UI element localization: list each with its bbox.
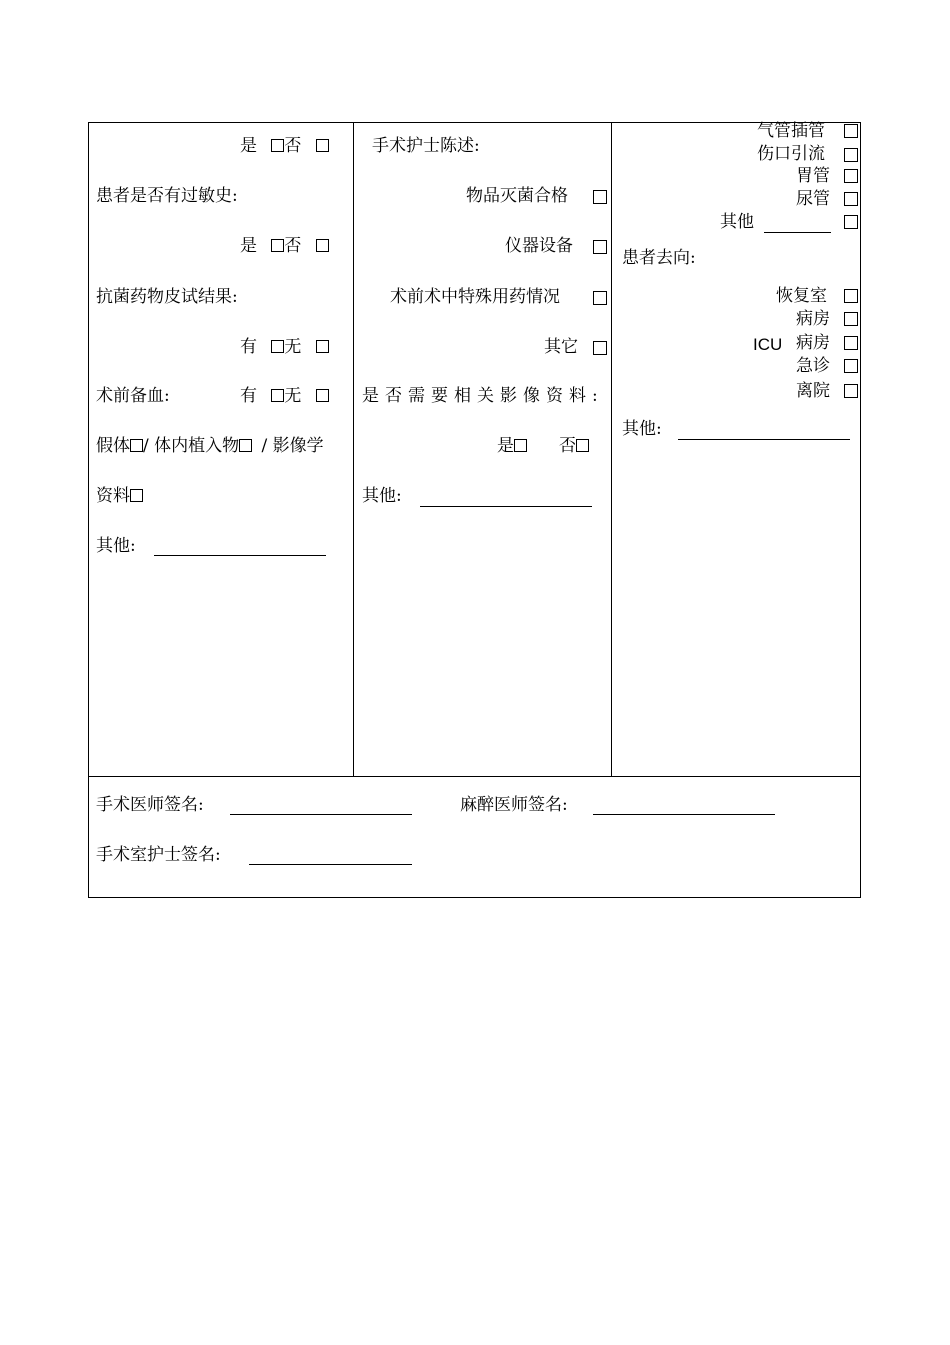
footer-divider (88, 776, 861, 777)
middle-other-input[interactable] (420, 506, 592, 507)
none-label: 无 (284, 337, 302, 357)
none-checkbox[interactable] (316, 389, 329, 402)
imaging-no-row (559, 438, 589, 455)
have-label: 有 (240, 337, 257, 357)
yes-label: 是 (240, 236, 257, 256)
sterile-label: 物品灭菌合格 (466, 186, 568, 206)
yes-label: 是 (240, 136, 257, 156)
have-none-row-1 (240, 339, 329, 356)
gastric-tube-checkbox[interactable] (844, 169, 858, 183)
wound-drain-label: 伤口引流 (757, 144, 825, 164)
recovery-room-checkbox[interactable] (844, 289, 858, 303)
other-item-label: 其它 (544, 337, 578, 357)
urinary-catheter-label: 尿管 (796, 189, 830, 209)
left-other-input[interactable] (154, 555, 326, 556)
middle-other-label: 其他: (362, 486, 402, 506)
implant-checkbox[interactable] (239, 439, 252, 452)
imaging-yes-row (497, 438, 527, 455)
materials-row (96, 488, 143, 505)
column-divider-1 (353, 122, 354, 776)
right-other-input[interactable] (678, 439, 850, 440)
or-nurse-signature-label: 手术室护士签名: (96, 845, 221, 865)
anesthetist-signature-label: 麻醉医师签名: (460, 795, 568, 815)
prosthesis-checkbox[interactable] (130, 439, 143, 452)
imaging-no-checkbox[interactable] (576, 439, 589, 452)
right-other-label: 其他: (622, 419, 662, 439)
special-meds-checkbox[interactable] (593, 291, 607, 305)
destination-label: 患者去向: (622, 248, 696, 268)
have-checkbox[interactable] (271, 389, 284, 402)
icu-label: ICU (753, 335, 783, 354)
or-nurse-signature-input[interactable] (249, 864, 412, 865)
have-checkbox[interactable] (271, 340, 284, 353)
discharge-label: 离院 (796, 381, 830, 401)
no-label: 否 (284, 236, 302, 256)
no-checkbox[interactable] (316, 239, 329, 252)
have-label: 有 (240, 386, 257, 406)
no-label: 否 (559, 436, 576, 456)
yes-no-row-2 (240, 238, 329, 255)
form-frame (88, 122, 861, 898)
yes-label: 是 (497, 436, 514, 456)
materials-checkbox[interactable] (130, 489, 143, 502)
recovery-room-label: 恢复室 (776, 286, 827, 306)
yes-no-row-1 (240, 138, 329, 155)
blood-prep-label: 术前备血: (96, 386, 170, 406)
discharge-checkbox[interactable] (844, 384, 858, 398)
tracheal-tube-label: 气管插管 (757, 121, 825, 141)
no-checkbox[interactable] (316, 139, 329, 152)
emergency-checkbox[interactable] (844, 359, 858, 373)
anesthetist-signature-input[interactable] (593, 814, 775, 815)
prosthesis-label: 假体 (96, 436, 130, 456)
no-label: 否 (284, 136, 302, 156)
icu-ward-label: 病房 (796, 333, 830, 353)
imaging-yes-checkbox[interactable] (514, 439, 527, 452)
imaging-label: / 影像学 (261, 436, 324, 456)
tracheal-tube-checkbox[interactable] (844, 124, 858, 138)
yes-checkbox[interactable] (271, 139, 284, 152)
skin-test-label: 抗菌药物皮试结果: (96, 287, 238, 307)
ward-checkbox[interactable] (844, 312, 858, 326)
icu-ward-checkbox[interactable] (844, 336, 858, 350)
ward-label: 病房 (796, 309, 830, 329)
materials-label: 资料 (96, 486, 130, 506)
yes-checkbox[interactable] (271, 239, 284, 252)
wound-drain-checkbox[interactable] (844, 148, 858, 162)
surgeon-signature-label: 手术医师签名: (96, 795, 204, 815)
have-none-row-2 (240, 388, 329, 405)
implant-label: / 体内植入物 (143, 436, 240, 456)
special-meds-label: 术前术中特殊用药情况 (390, 287, 560, 307)
equipment-label: 仪器设备 (505, 236, 573, 256)
none-checkbox[interactable] (316, 340, 329, 353)
none-label: 无 (284, 386, 302, 406)
nurse-statement-label: 手术护士陈述: (372, 136, 480, 156)
sterile-checkbox[interactable] (593, 190, 607, 204)
imaging-question-label: 是否需要相关影像资料: (362, 386, 604, 406)
left-other-label: 其他: (96, 536, 136, 556)
equipment-checkbox[interactable] (593, 240, 607, 254)
column-divider-2 (611, 122, 612, 776)
other-item-checkbox[interactable] (593, 341, 607, 355)
emergency-label: 急诊 (796, 356, 830, 376)
urinary-catheter-checkbox[interactable] (844, 192, 858, 206)
allergy-label: 患者是否有过敏史: (96, 186, 238, 206)
gastric-tube-label: 胃管 (796, 166, 830, 186)
right-other-item-checkbox[interactable] (844, 215, 858, 229)
right-other-item-input[interactable] (764, 232, 831, 233)
right-other-item-label: 其他 (720, 212, 754, 232)
prosthesis-row (96, 438, 324, 455)
surgeon-signature-input[interactable] (230, 814, 412, 815)
